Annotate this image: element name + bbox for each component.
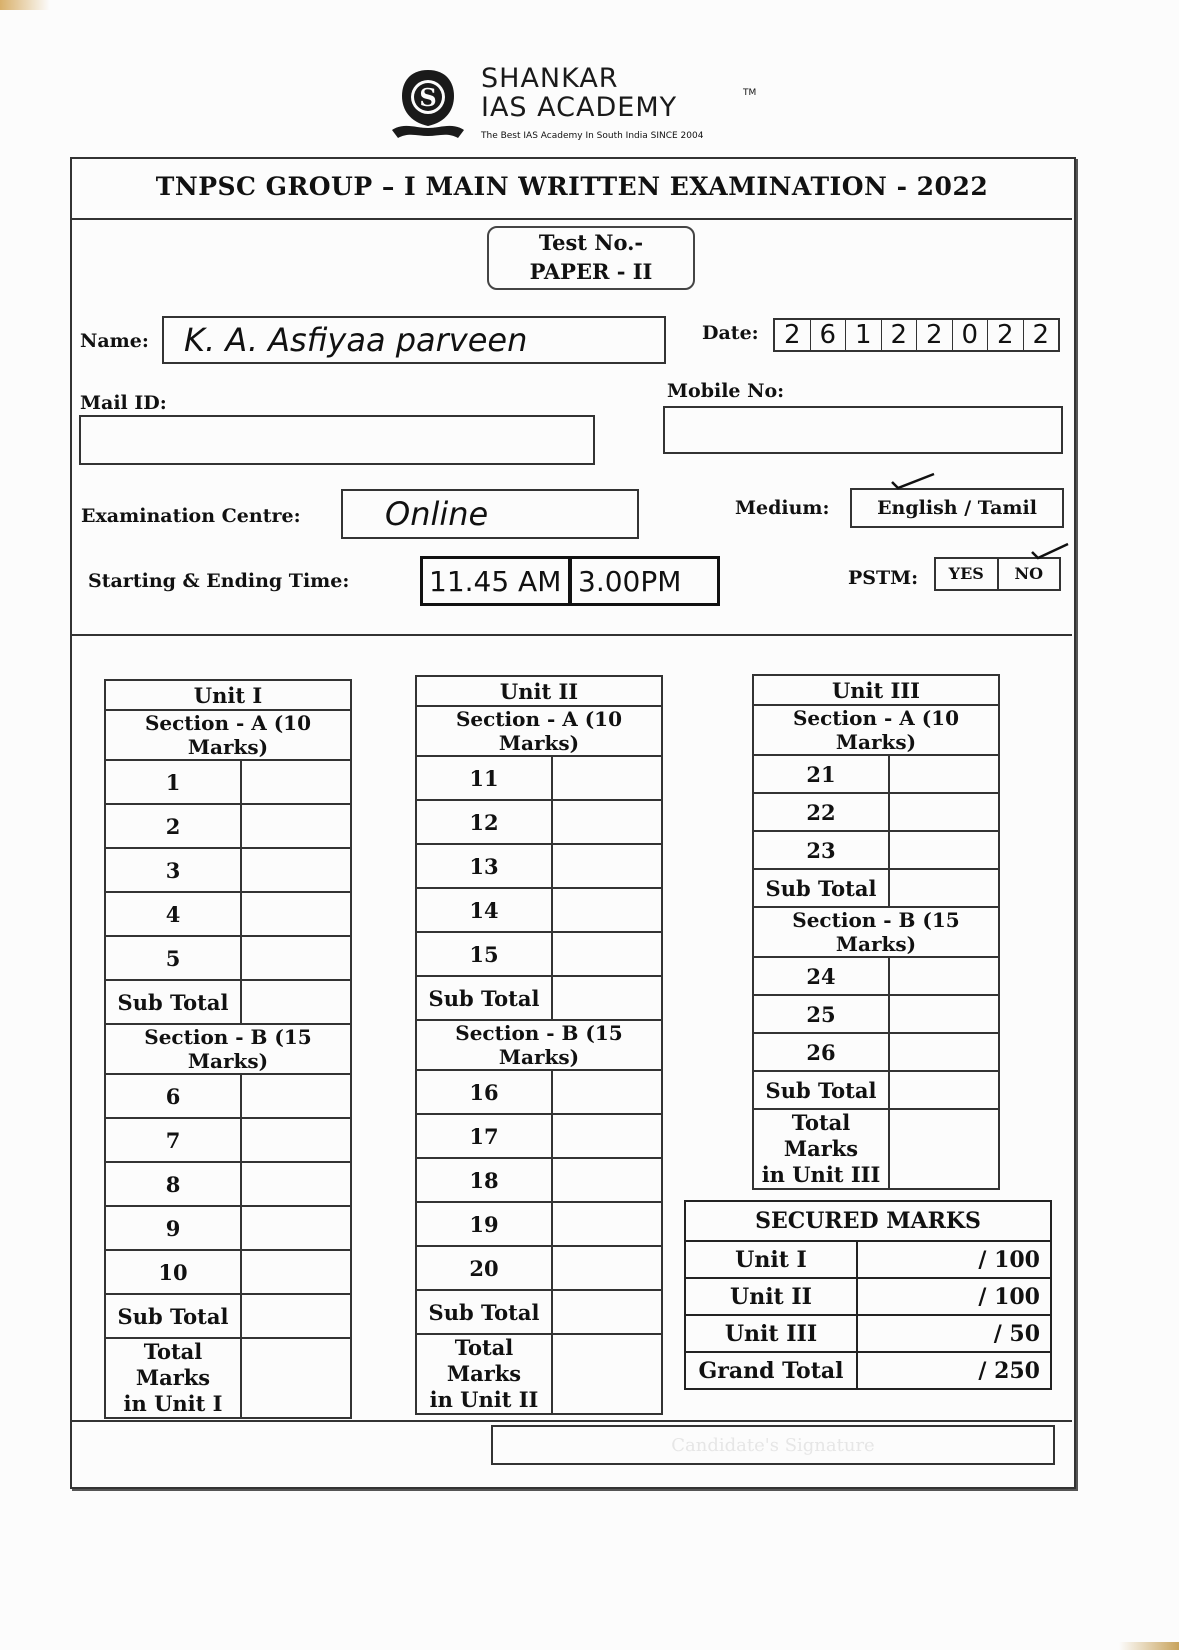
table-row — [753, 869, 999, 907]
total-marks-label — [105, 1338, 241, 1418]
question-number: 26 — [753, 1033, 889, 1071]
date-field[interactable] — [773, 318, 1060, 352]
name-label: Name: — [80, 330, 149, 352]
question-number: 15 — [416, 932, 552, 976]
marks-cell[interactable] — [552, 932, 662, 976]
trademark: TM — [743, 88, 757, 98]
table-row — [416, 932, 662, 976]
question-number: 7 — [105, 1118, 241, 1162]
marks-cell[interactable] — [552, 800, 662, 844]
sub-total-label: Sub Total — [753, 1071, 889, 1109]
time-label: Starting & Ending Time: — [88, 570, 350, 592]
table-row — [105, 848, 351, 892]
date-digit: 2 — [882, 320, 918, 350]
table-row — [416, 800, 662, 844]
unit-title: Unit II — [416, 676, 662, 706]
date-digit: 2 — [917, 320, 953, 350]
scan-stain — [1119, 1642, 1179, 1650]
question-number: 9 — [105, 1206, 241, 1250]
marks-cell[interactable] — [889, 1109, 999, 1189]
signature-field[interactable]: Candidate's Signature — [491, 1425, 1055, 1465]
marks-cell[interactable] — [889, 995, 999, 1033]
marks-cell[interactable] — [241, 760, 351, 804]
pstm-yes-option[interactable]: YES — [936, 559, 999, 589]
secured-row-max[interactable]: / 50 — [857, 1315, 1051, 1352]
mail-field[interactable] — [79, 415, 595, 465]
exam-title: TNPSC GROUP – I MAIN WRITTEN EXAMINATION - 2022 — [155, 172, 989, 201]
divider — [72, 1420, 1072, 1422]
date-digit: 2 — [775, 320, 811, 350]
test-number-label: Test No.- — [538, 230, 644, 255]
question-number: 18 — [416, 1158, 552, 1202]
section-a-label: Section - A (10 Marks) — [416, 706, 662, 756]
table-row — [753, 1109, 999, 1189]
sub-total-label: Sub Total — [416, 976, 552, 1020]
marks-cell[interactable] — [241, 1118, 351, 1162]
end-time-value: 3.00PM — [578, 565, 682, 598]
sub-total-label: Sub Total — [105, 980, 241, 1024]
marks-cell[interactable] — [889, 1033, 999, 1071]
question-number: 14 — [416, 888, 552, 932]
date-digit: 1 — [846, 320, 882, 350]
marks-cell[interactable] — [241, 804, 351, 848]
table-row — [105, 1250, 351, 1294]
section-b-label: Section - B (15 Marks) — [105, 1024, 351, 1074]
marks-cell[interactable] — [241, 1250, 351, 1294]
secured-row-name: Unit II — [685, 1278, 857, 1315]
table-row — [416, 756, 662, 800]
secured-marks-table — [684, 1200, 1052, 1390]
table-row — [105, 1294, 351, 1338]
name-field[interactable] — [162, 316, 666, 364]
time-field[interactable] — [420, 556, 720, 606]
marks-cell[interactable] — [889, 831, 999, 869]
brand-tagline: The Best IAS Academy In South India SINCE 2004 — [481, 131, 704, 141]
table-row — [416, 888, 662, 932]
total-marks-label — [753, 1109, 889, 1189]
question-number: 5 — [105, 936, 241, 980]
table-row — [416, 1070, 662, 1114]
scan-stain — [0, 0, 50, 10]
secured-row-name: Grand Total — [685, 1352, 857, 1389]
table-row — [105, 1118, 351, 1162]
marks-cell[interactable] — [552, 844, 662, 888]
secured-row-max[interactable]: / 100 — [857, 1278, 1051, 1315]
table-row — [416, 844, 662, 888]
marks-cell[interactable] — [241, 1338, 351, 1418]
question-number: 19 — [416, 1202, 552, 1246]
paper-label: PAPER - II — [529, 259, 653, 284]
checkmark-icon — [890, 470, 936, 490]
table-row — [105, 804, 351, 848]
total-line1: Total Marks — [446, 1335, 522, 1386]
table-row — [753, 1071, 999, 1109]
mail-label: Mail ID: — [80, 392, 167, 414]
marks-cell[interactable] — [889, 755, 999, 793]
marks-cell[interactable] — [552, 1202, 662, 1246]
table-row — [105, 1206, 351, 1250]
sub-total-label: Sub Total — [753, 869, 889, 907]
mobile-label: Mobile No: — [667, 380, 785, 402]
secured-row-max[interactable]: / 100 — [857, 1241, 1051, 1278]
marks-cell[interactable] — [552, 1290, 662, 1334]
table-row — [105, 1338, 351, 1418]
marks-cell[interactable] — [241, 1074, 351, 1118]
table-row — [753, 793, 999, 831]
pstm-label: PSTM: — [848, 567, 919, 589]
marks-cell[interactable] — [552, 1334, 662, 1414]
centre-field[interactable] — [341, 489, 639, 539]
table-row — [105, 760, 351, 804]
section-a-label: Section - A (10 Marks) — [753, 705, 999, 755]
table-row — [685, 1278, 1051, 1315]
total-line1: Total Marks — [783, 1110, 859, 1161]
question-number: 4 — [105, 892, 241, 936]
date-digit: 2 — [1032, 320, 1050, 350]
question-number: 21 — [753, 755, 889, 793]
marks-cell[interactable] — [552, 1246, 662, 1290]
table-row — [416, 1334, 662, 1414]
total-line2: in Unit III — [761, 1162, 881, 1187]
checkmark-icon — [1030, 540, 1070, 560]
brand-name-line2: IAS ACADEMY — [481, 92, 678, 123]
divider — [72, 634, 1072, 636]
secured-row-max[interactable]: / 250 — [857, 1352, 1051, 1389]
question-number: 20 — [416, 1246, 552, 1290]
question-number: 1 — [105, 760, 241, 804]
table-row — [753, 957, 999, 995]
question-number: 17 — [416, 1114, 552, 1158]
table-row — [105, 1074, 351, 1118]
pstm-no-option[interactable]: NO — [1014, 564, 1044, 583]
marks-cell[interactable] — [552, 1114, 662, 1158]
start-time-value: 11.45 AM — [423, 559, 572, 603]
table-row — [416, 1290, 662, 1334]
centre-label: Examination Centre: — [81, 505, 301, 527]
marks-cell[interactable] — [241, 936, 351, 980]
medium-label: Medium: — [735, 497, 830, 519]
section-b-label: Section - B (15 Marks) — [416, 1020, 662, 1070]
marks-cell[interactable] — [889, 957, 999, 995]
unit-2-table — [415, 675, 663, 1415]
question-number: 2 — [105, 804, 241, 848]
marks-cell[interactable] — [241, 892, 351, 936]
name-value: K. A. Asfiyaa parveen — [184, 321, 528, 359]
section-a-label: Section - A (10 Marks) — [105, 710, 351, 760]
question-number: 24 — [753, 957, 889, 995]
marks-cell[interactable] — [241, 980, 351, 1024]
table-row — [685, 1352, 1051, 1389]
marks-cell[interactable] — [552, 976, 662, 1020]
question-number: 10 — [105, 1250, 241, 1294]
date-digit: 2 — [988, 320, 1024, 350]
logo-letter: S — [419, 83, 437, 112]
question-number: 23 — [753, 831, 889, 869]
table-row — [416, 1114, 662, 1158]
unit-1-table — [104, 679, 352, 1419]
question-number: 25 — [753, 995, 889, 1033]
question-number: 3 — [105, 848, 241, 892]
brand-name-line1: SHANKAR — [481, 63, 619, 94]
question-number: 16 — [416, 1070, 552, 1114]
table-row — [416, 1158, 662, 1202]
table-row — [416, 1202, 662, 1246]
marks-cell[interactable] — [241, 1206, 351, 1250]
marks-cell[interactable] — [889, 1071, 999, 1109]
sub-total-label: Sub Total — [105, 1294, 241, 1338]
unit-title: Unit III — [753, 675, 999, 705]
secured-marks-title: SECURED MARKS — [685, 1201, 1051, 1241]
marks-cell[interactable] — [241, 1162, 351, 1206]
question-number: 12 — [416, 800, 552, 844]
question-number: 8 — [105, 1162, 241, 1206]
table-row — [753, 831, 999, 869]
date-label: Date: — [702, 322, 759, 344]
medium-field[interactable]: English / Tamil — [850, 488, 1064, 528]
table-row — [753, 755, 999, 793]
question-number: 13 — [416, 844, 552, 888]
divider — [72, 218, 1072, 220]
section-b-label: Section - B (15 Marks) — [753, 907, 999, 957]
question-number: 6 — [105, 1074, 241, 1118]
total-marks-label — [416, 1334, 552, 1414]
question-number: 11 — [416, 756, 552, 800]
table-row — [105, 936, 351, 980]
table-row — [105, 1162, 351, 1206]
question-number: 22 — [753, 793, 889, 831]
table-row — [416, 976, 662, 1020]
unit-3-table — [752, 674, 1000, 1190]
table-row — [685, 1241, 1051, 1278]
marks-cell[interactable] — [552, 1070, 662, 1114]
centre-value: Online — [385, 495, 489, 533]
total-line1: Total Marks — [135, 1339, 211, 1390]
pstm-options[interactable] — [934, 557, 1061, 591]
table-row — [105, 980, 351, 1024]
total-line2: in Unit I — [123, 1391, 223, 1416]
table-row — [753, 1033, 999, 1071]
test-number-box — [487, 226, 695, 290]
date-digit: 6 — [811, 320, 847, 350]
marks-cell[interactable] — [552, 1158, 662, 1202]
marks-cell[interactable] — [552, 756, 662, 800]
table-row — [105, 892, 351, 936]
table-row — [685, 1315, 1051, 1352]
marks-cell[interactable] — [889, 869, 999, 907]
marks-cell[interactable] — [889, 793, 999, 831]
mobile-field[interactable] — [663, 406, 1063, 454]
secured-row-name: Unit I — [685, 1241, 857, 1278]
table-row — [753, 995, 999, 1033]
date-digit: 0 — [953, 320, 989, 350]
unit-title: Unit I — [105, 680, 351, 710]
academy-logo-icon — [388, 66, 468, 144]
secured-row-name: Unit III — [685, 1315, 857, 1352]
total-line2: in Unit II — [429, 1387, 539, 1412]
marks-cell[interactable] — [241, 848, 351, 892]
marks-cell[interactable] — [552, 888, 662, 932]
sub-total-label: Sub Total — [416, 1290, 552, 1334]
table-row — [416, 1246, 662, 1290]
marks-cell[interactable] — [241, 1294, 351, 1338]
